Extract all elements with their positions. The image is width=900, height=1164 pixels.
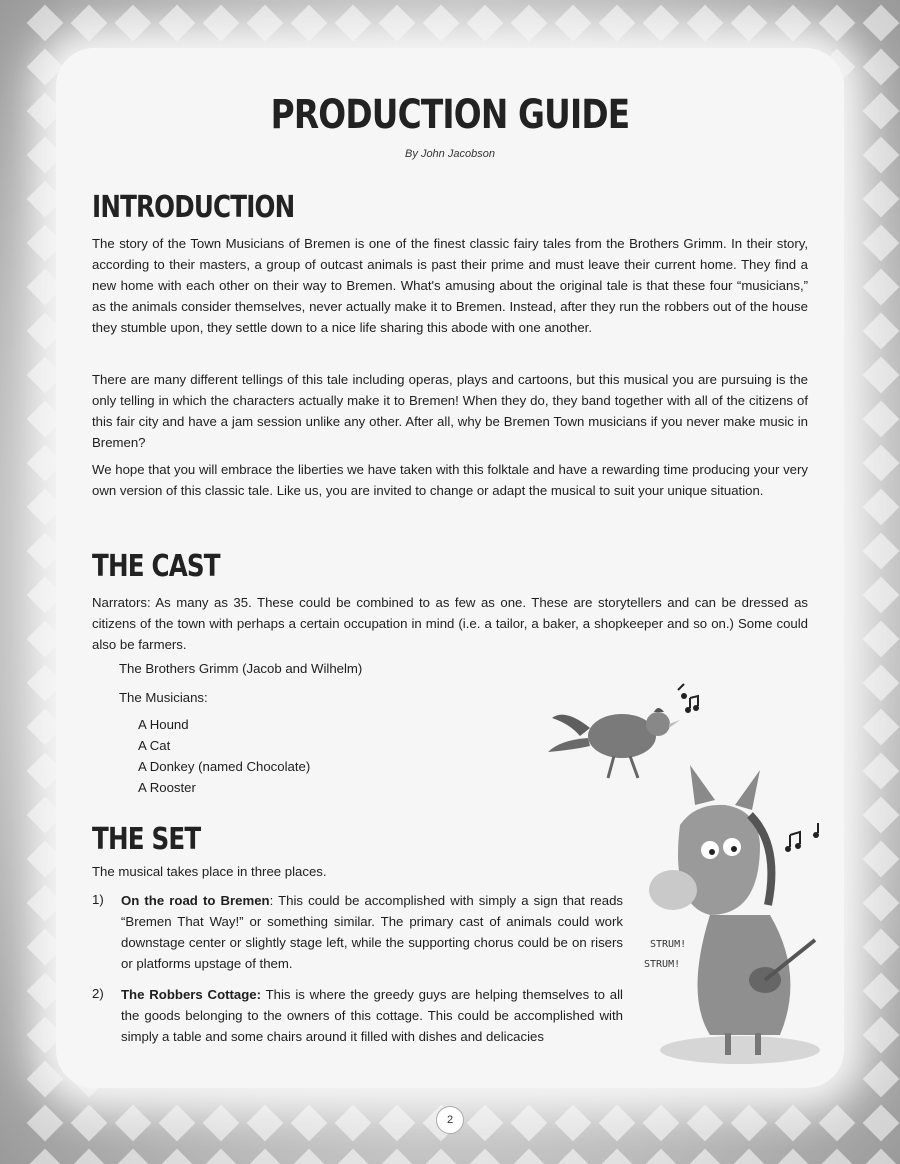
diamond-shape [863, 401, 900, 438]
diamond-shape [203, 1105, 240, 1142]
diamond-shape [863, 1061, 900, 1098]
diamond-shape [511, 1149, 548, 1164]
diamond-shape [863, 489, 900, 526]
diamond-shape [863, 885, 900, 922]
intro-paragraph-3: We hope that you will embrace the liberties we have taken with this folktale and have a rewarding time producing your very own version of this classic tale. Like us, you are invited to change or adapt the musical to suit your unique situation. [92, 462, 808, 498]
diamond-shape [203, 5, 240, 42]
diamond-shape [555, 5, 592, 42]
diamond-shape [863, 5, 900, 42]
diamond-shape [291, 5, 328, 42]
heading-the-set: THE SET [92, 822, 201, 857]
cast-musician-item: A Donkey (named Chocolate) [138, 759, 311, 774]
diamond-shape [27, 1105, 64, 1142]
diamond-shape [731, 5, 768, 42]
heading-the-cast: THE CAST [92, 549, 220, 584]
cast-musicians-label: The Musicians: [119, 690, 208, 705]
diamond-shape [819, 1105, 856, 1142]
diamond-shape [863, 1149, 900, 1164]
diamond-shape [863, 665, 900, 702]
diamond-shape [423, 1149, 460, 1164]
diamond-shape [863, 445, 900, 482]
diamond-shape [423, 5, 460, 42]
strum-text: STRUM! [650, 939, 687, 950]
diamond-shape [511, 5, 548, 42]
byline: By John Jacobson [405, 148, 495, 160]
diamond-shape [643, 1105, 680, 1142]
diamond-shape [291, 1105, 328, 1142]
intro-paragraph-2: There are many different tellings of this tale including operas, plays and cartoons, but this musical you are pursuing is the only telling in which the characters actually make it to Bremen! When they do, they band together with all of the citizens of this fair city and have a jam session unlike any other. After all, why be Bremen Town musicians if you never make music in Bremen? [92, 372, 808, 450]
heading-introduction: INTRODUCTION [92, 190, 295, 225]
set-item-number: 2) [92, 986, 104, 1001]
diamond-shape [467, 5, 504, 42]
diamond-shape [731, 1105, 768, 1142]
diamond-shape [863, 269, 900, 306]
diamond-shape [203, 1149, 240, 1164]
diamond-shape [467, 1105, 504, 1142]
cast-narrators: Narrators: As many as 35. These could be combined to as few as one. These are storytellers and can be dressed as citizens of the town with perhaps a certain occupation in mind (i.e. a tailor, a baker, a shopkeeper and so on.) Some could also be farmers. [92, 595, 808, 652]
diamond-shape [599, 5, 636, 42]
set-item-road-to-bremen [121, 890, 623, 974]
diamond-shape [863, 753, 900, 790]
diamond-shape [819, 5, 856, 42]
diamond-shape [71, 5, 108, 42]
diamond-shape [863, 225, 900, 262]
diamond-shape [115, 5, 152, 42]
cast-musician-item: A Cat [138, 738, 171, 753]
diamond-shape [599, 1105, 636, 1142]
cast-musician-item: A Rooster [138, 780, 196, 795]
diamond-shape [511, 1105, 548, 1142]
diamond-shape [115, 1105, 152, 1142]
diamond-shape [863, 49, 900, 86]
diamond-shape [775, 5, 812, 42]
diamond-shape [379, 5, 416, 42]
strum-text: STRUM! [644, 959, 681, 970]
diamond-shape [335, 1105, 372, 1142]
diamond-shape [863, 1017, 900, 1054]
set-item-label: On the road to Bremen [121, 893, 270, 908]
cast-brothers-grimm: The Brothers Grimm (Jacob and Wilhelm) [119, 661, 363, 676]
set-item-label: The Robbers Cottage: [121, 987, 262, 1002]
diamond-shape [643, 1149, 680, 1164]
diamond-shape [863, 709, 900, 746]
set-intro: The musical takes place in three places. [92, 864, 327, 879]
diamond-shape [71, 1105, 108, 1142]
diamond-shape [687, 1149, 724, 1164]
set-item-text: This is where the greedy guys are helping themselves to all the goods belonging to the owners of this cottage. This could be accomplished with simply a table and some chairs around it filled with dishes and delicacies [121, 987, 623, 1044]
diamond-shape [863, 797, 900, 834]
diamond-shape [291, 1149, 328, 1164]
set-item-number: 1) [92, 892, 104, 907]
diamond-shape [863, 357, 900, 394]
diamond-shape [27, 5, 64, 42]
diamond-shape [555, 1105, 592, 1142]
diamond-shape [115, 1149, 152, 1164]
diamond-shape [71, 1149, 108, 1164]
diamond-shape [159, 1105, 196, 1142]
diamond-shape [863, 1105, 900, 1142]
diamond-shape [731, 1149, 768, 1164]
diamond-shape [247, 5, 284, 42]
diamond-shape [863, 929, 900, 966]
diamond-shape [687, 1105, 724, 1142]
page-title: PRODUCTION GUIDE [270, 92, 630, 138]
diamond-shape [863, 181, 900, 218]
diamond-shape [159, 5, 196, 42]
diamond-shape [467, 1149, 504, 1164]
diamond-shape [819, 1149, 856, 1164]
diamond-shape [27, 1149, 64, 1164]
diamond-shape [379, 1105, 416, 1142]
set-item-robbers-cottage [121, 984, 623, 1047]
page-number: 2 [436, 1106, 464, 1134]
diamond-shape [863, 973, 900, 1010]
donkey-illustration [640, 765, 840, 1075]
diamond-shape [27, 1061, 64, 1098]
intro-paragraph-1: The story of the Town Musicians of Bremen is one of the finest classic fairy tales from the Brothers Grimm. In their story, according to their masters, a group of outcast animals is past their prime and must leave their current home. They find a new home with each other on their way to Bremen. What's amusing about the original tale is that these four “musicians,” as the animals consider themselves, never actually make it to Bremen. Instead, after they run the robbers out of the house they stumble upon, they settle down to a nice life sharing this abode with one another. [92, 236, 808, 335]
diamond-shape [643, 5, 680, 42]
diamond-shape [863, 841, 900, 878]
diamond-shape [863, 533, 900, 570]
diamond-shape [687, 5, 724, 42]
diamond-shape [863, 313, 900, 350]
set-item-text: : This could be accomplished with simply a sign that reads “Bremen That Way!” or something similar. The primary cast of animals could work downstage center or slightly stage left, while the supporting chorus could be on risers or platforms upstage of them. [121, 893, 623, 971]
diamond-shape [335, 5, 372, 42]
cast-musician-item: A Hound [138, 717, 189, 732]
diamond-shape [863, 577, 900, 614]
diamond-shape [379, 1149, 416, 1164]
diamond-shape [775, 1149, 812, 1164]
diamond-shape [775, 1105, 812, 1142]
diamond-shape [863, 93, 900, 130]
diamond-shape [599, 1149, 636, 1164]
diamond-shape [335, 1149, 372, 1164]
diamond-shape [247, 1149, 284, 1164]
diamond-shape [247, 1105, 284, 1142]
diamond-shape [159, 1149, 196, 1164]
diamond-shape [555, 1149, 592, 1164]
diamond-shape [863, 621, 900, 658]
